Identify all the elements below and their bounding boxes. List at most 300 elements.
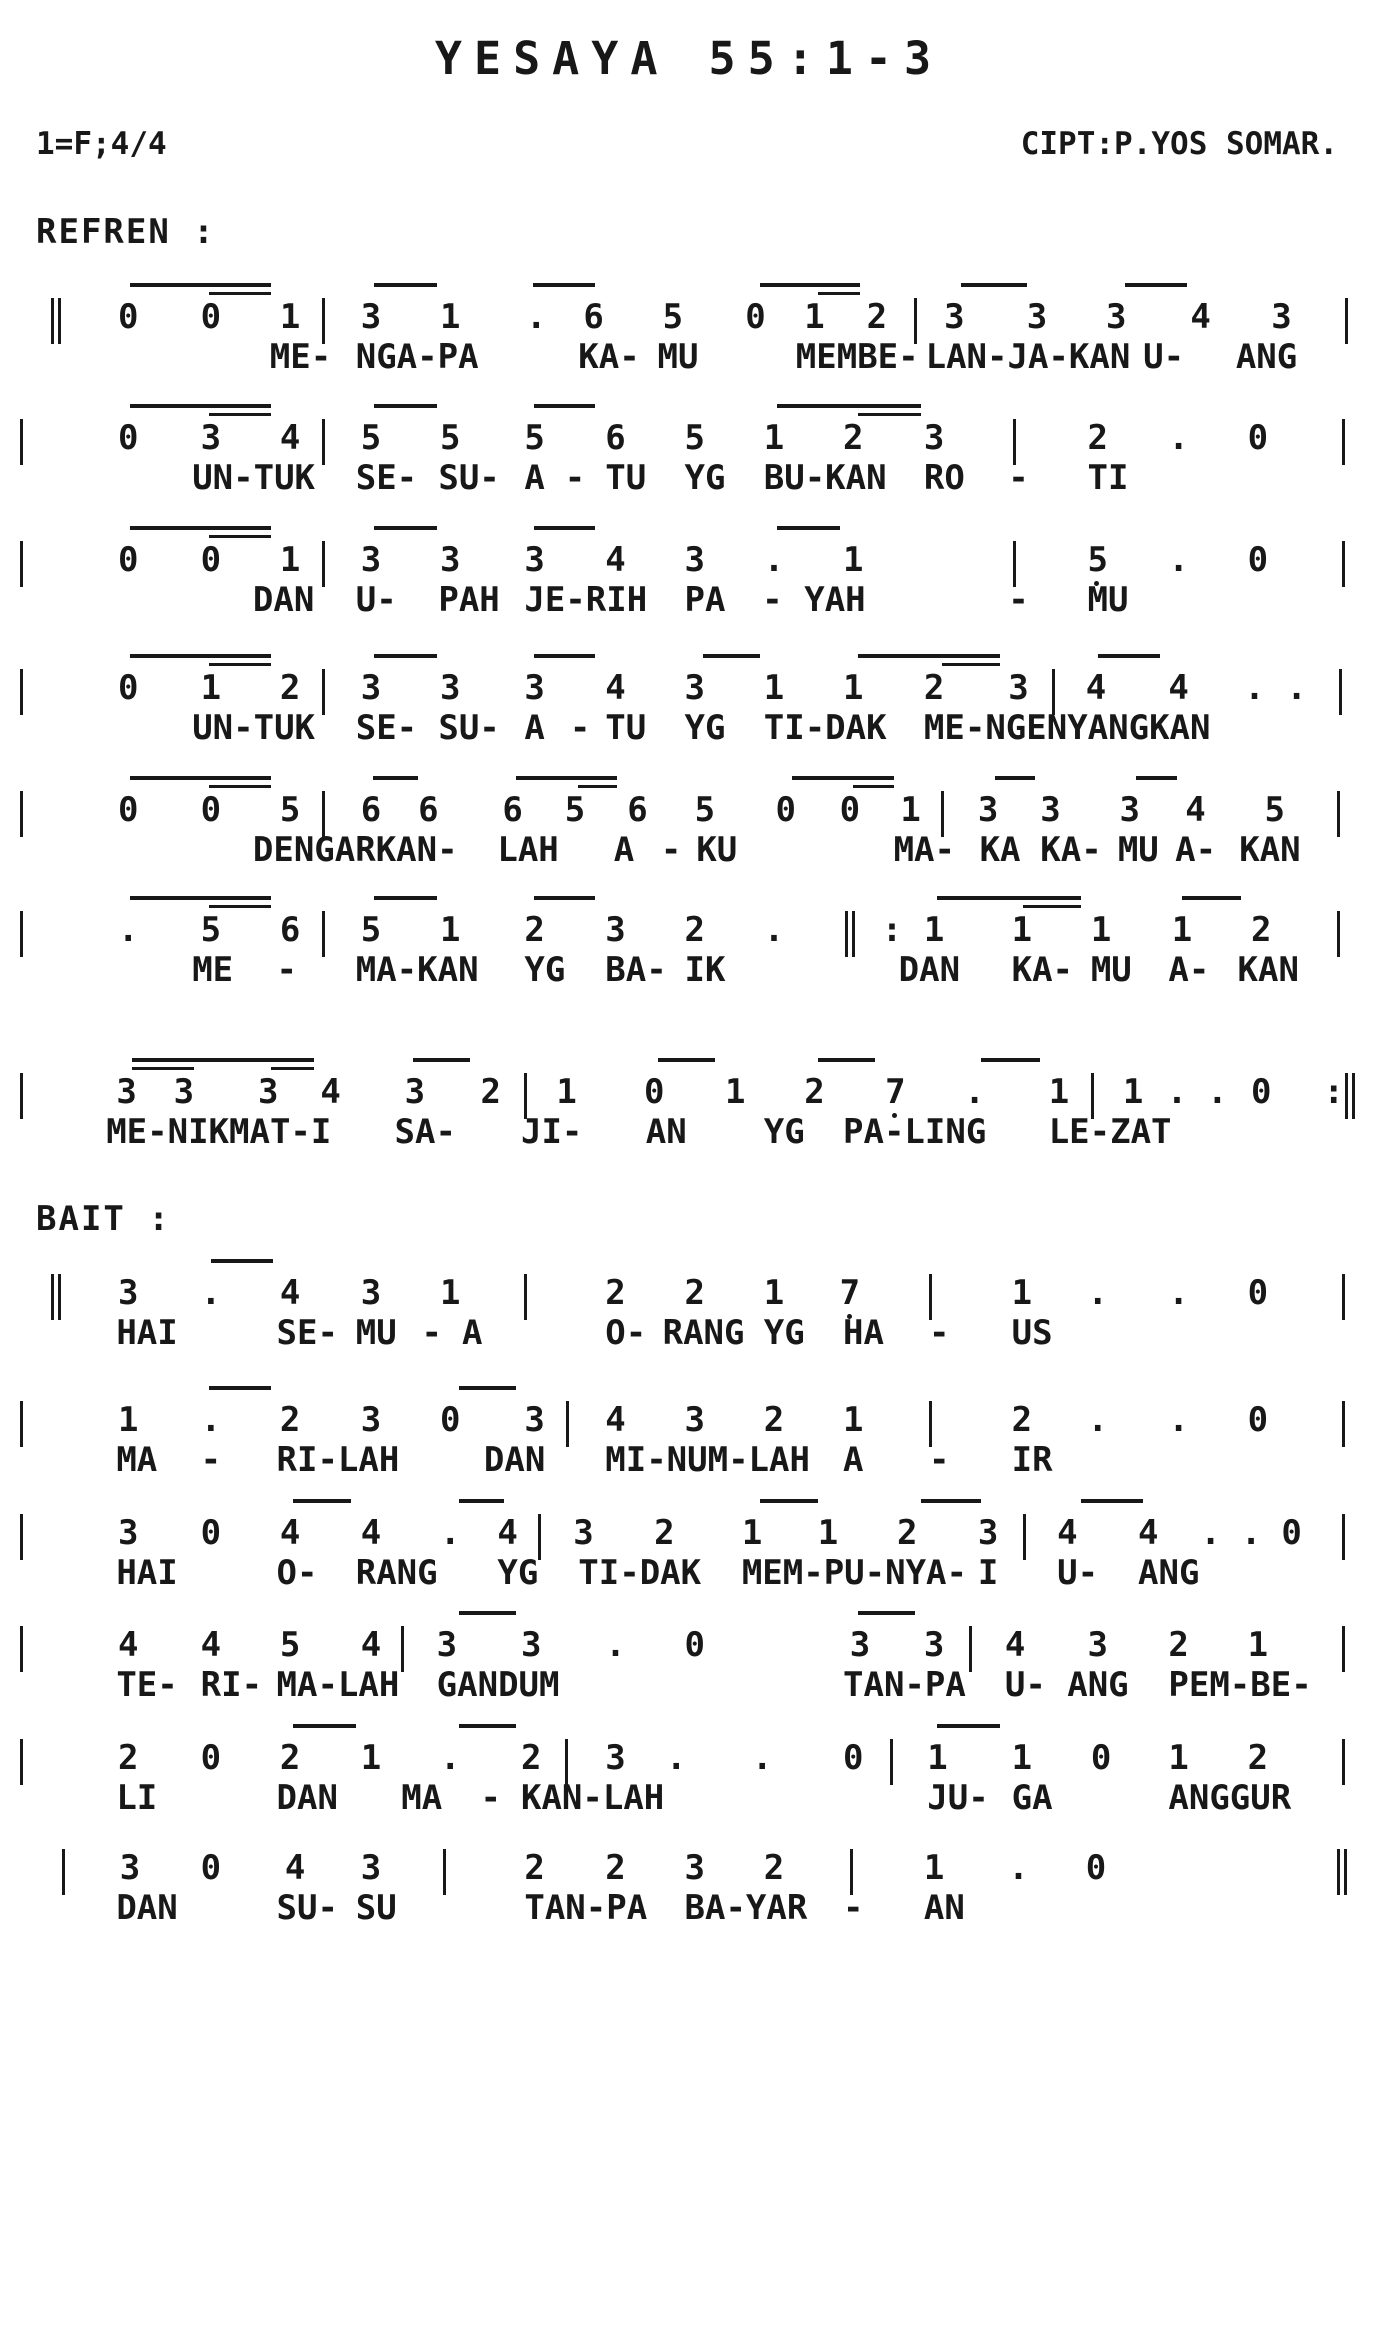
lyric-syllable: - [843, 1888, 864, 1928]
note-token: 1 [556, 1072, 577, 1112]
lyric-syllable: MU [1090, 950, 1132, 990]
lyric-syllable: MU [355, 1313, 397, 1353]
duration-dot: . [964, 1072, 985, 1112]
lyric-syllable: - [564, 458, 586, 498]
section-label-bait: BAIT : [36, 1199, 171, 1239]
beam [211, 1259, 273, 1263]
note-token: 1 [923, 1848, 945, 1888]
barline [1339, 669, 1342, 715]
lyric-syllable: - [660, 830, 682, 870]
lyric-syllable: A- [1175, 830, 1217, 870]
lyric-syllable: GANDUM [436, 1665, 560, 1705]
note-token: 1 [360, 1738, 382, 1778]
beam [293, 1499, 350, 1503]
double-barline [1337, 1849, 1347, 1895]
lyric-syllable: DAN [252, 580, 315, 620]
note-token: 3 [404, 1072, 426, 1112]
note-token: 2 [654, 1513, 675, 1553]
beam [293, 1724, 355, 1728]
note-token: 3 [524, 1400, 545, 1440]
duration-dot: . [1200, 1513, 1221, 1553]
barline [20, 1073, 23, 1119]
lyric-syllable: SE- [276, 1313, 338, 1353]
note-token: 3 [524, 668, 545, 708]
barline [890, 1739, 893, 1785]
note-token: 4 [320, 1072, 341, 1112]
note-token: 5 [440, 418, 461, 458]
lyric-syllable: TE- [116, 1665, 178, 1705]
note-token: 2 [605, 1848, 626, 1888]
lyric-syllable: TU [605, 708, 647, 748]
lyric-syllable: LI [116, 1778, 158, 1818]
beam [1136, 776, 1176, 780]
lyric-syllable: KA- [1011, 950, 1074, 990]
beam [1125, 283, 1187, 287]
lyric-syllable: ME [192, 950, 234, 990]
beam [130, 526, 272, 530]
note-token: 2 [804, 1072, 825, 1112]
music-line-bait-4 [0, 1625, 1378, 1735]
lyric-syllable: NGA-PA [355, 337, 479, 377]
lyric-syllable: - [928, 1440, 950, 1480]
duration-dot: . [526, 297, 547, 337]
barline [566, 1401, 569, 1447]
note-token: 3 [1040, 790, 1061, 830]
note-token: 6 [418, 790, 439, 830]
lyric-syllable: - [1008, 458, 1029, 498]
lyric-syllable: KAN [1239, 830, 1301, 870]
note-token: 4 [1138, 1513, 1159, 1553]
music-line-bait-6 [0, 1848, 1378, 1958]
lyric-syllable: LE-ZAT [1048, 1112, 1172, 1152]
note-token: 4 [497, 1513, 518, 1553]
note-token: 1 [923, 910, 945, 950]
note-token: 3 [116, 1072, 137, 1112]
lyric-syllable: DAN [483, 1440, 546, 1480]
duration-dot: . [665, 1738, 687, 1778]
lyric-syllable: SE- [355, 708, 418, 748]
note-token: 3 [173, 1072, 195, 1112]
note-token: 5 [524, 418, 545, 458]
note-token: 0 [200, 790, 222, 830]
beam [534, 404, 595, 408]
double-barline [51, 298, 61, 344]
duration-dot: . [1168, 1273, 1189, 1313]
note-token: 0 [118, 790, 139, 830]
note-token: 3 [923, 418, 945, 458]
note-token: 2 [763, 1848, 785, 1888]
note-token: 0 [1281, 1513, 1302, 1553]
note-token: 3 [118, 1513, 139, 1553]
beam [516, 776, 617, 780]
lyric-syllable: SU- [276, 1888, 338, 1928]
note-token: 1 [440, 297, 461, 337]
note-token: 1 [1171, 910, 1193, 950]
beam [1023, 905, 1080, 908]
note-token: 4 [118, 1625, 139, 1665]
repeat-dots: : [1323, 1072, 1344, 1112]
beam [858, 413, 920, 416]
note-token: 1 [927, 1738, 948, 1778]
duration-dot: . [605, 1625, 626, 1665]
barline [524, 1274, 527, 1320]
note-token: 3 [200, 418, 222, 458]
music-line-refren-7 [0, 1072, 1378, 1182]
lyric-syllable: O- [605, 1313, 647, 1353]
note-token: 4 [1057, 1513, 1078, 1553]
lyric-syllable: AN [923, 1888, 965, 1928]
beam [760, 283, 859, 287]
note-token: 3 [977, 1513, 999, 1553]
lyric-syllable: MA-LAH [276, 1665, 400, 1705]
lyric-syllable: TAN-PA [524, 1888, 648, 1928]
double-barline [1345, 1073, 1355, 1119]
duration-dot: . [440, 1738, 461, 1778]
barline [20, 911, 23, 957]
lyric-syllable: PAH [438, 580, 500, 620]
note-token: 2 [480, 1072, 501, 1112]
lyric-syllable: O- [276, 1553, 318, 1593]
note-token: 0 [200, 540, 222, 580]
note-token: 2 [279, 1738, 301, 1778]
beam [534, 896, 595, 900]
lyric-syllable: BA-YAR [684, 1888, 808, 1928]
note-token: 2 [1087, 418, 1108, 458]
lyric-syllable: MEMBE- [795, 337, 919, 377]
note-token: 3 [440, 668, 461, 708]
lyric-syllable: SE- [355, 458, 418, 498]
beam [130, 404, 272, 408]
duration-dot: . [1008, 1848, 1029, 1888]
note-token: 2 [843, 418, 864, 458]
note-token: 6 [360, 790, 382, 830]
note-token: 1 [1247, 1625, 1269, 1665]
barline [1342, 1626, 1345, 1672]
note-token: 1 [843, 1400, 864, 1440]
lyric-syllable: IR [1011, 1440, 1053, 1480]
lyric-syllable: JI- [520, 1112, 583, 1152]
lyric-syllable: PA-LING [843, 1112, 987, 1152]
note-token: 3 [1008, 668, 1029, 708]
beam [130, 776, 272, 780]
note-token: 4 [605, 668, 626, 708]
beam [995, 776, 1035, 780]
note-token: 3 [118, 1273, 139, 1313]
note-token: 0 [775, 790, 797, 830]
duration-dot: . [751, 1738, 773, 1778]
beam [818, 292, 860, 295]
beam [373, 776, 419, 780]
duration-dot: . [200, 1400, 222, 1440]
lyric-syllable: U- [1143, 337, 1185, 377]
page-title: YESAYA 55:1-3 [434, 32, 944, 85]
note-token: 1 [1048, 1072, 1070, 1112]
lyric-syllable: MU [1117, 830, 1159, 870]
note-token: 7 [839, 1273, 861, 1313]
beam [413, 1058, 470, 1062]
lyric-syllable: MA [116, 1440, 158, 1480]
barline [322, 541, 325, 587]
note-token: 3 [1106, 297, 1127, 337]
note-token: 3 [605, 1738, 626, 1778]
lyric-syllable: U- [1057, 1553, 1099, 1593]
beam [921, 1499, 982, 1503]
double-barline [845, 911, 855, 957]
beam [792, 776, 893, 780]
lyric-syllable: SU [355, 1888, 397, 1928]
note-token: 1 [200, 668, 222, 708]
music-line-refren-2 [0, 418, 1378, 528]
lyric-syllable: JU- [927, 1778, 989, 1818]
section-label-refren: REFREN : [36, 212, 216, 252]
note-token: 4 [279, 1513, 301, 1553]
beam [534, 654, 595, 658]
note-token: 4 [360, 1625, 382, 1665]
note-token: 3 [684, 540, 705, 580]
note-token: 7 [885, 1072, 906, 1112]
note-token: 2 [684, 1273, 705, 1313]
note-token: 1 [1122, 1072, 1144, 1112]
duration-dot: . [1168, 540, 1189, 580]
barline [20, 541, 23, 587]
lyric-syllable: A [524, 458, 545, 498]
lyric-syllable: GA [1011, 1778, 1053, 1818]
note-token: 1 [1011, 910, 1033, 950]
note-token: 4 [200, 1625, 222, 1665]
barline [20, 669, 23, 715]
lyric-syllable: UN-TUK [192, 708, 316, 748]
barline [1337, 911, 1340, 957]
music-line-bait-5 [0, 1738, 1378, 1848]
note-token: 3 [119, 1848, 141, 1888]
lyric-syllable: SA- [394, 1112, 456, 1152]
duration-dot: . [1168, 418, 1189, 458]
lyric-syllable: TI [1087, 458, 1129, 498]
note-token: 0 [843, 1738, 864, 1778]
note-token: 0 [200, 1738, 222, 1778]
note-token: 4 [284, 1848, 306, 1888]
lyric-syllable: - [569, 708, 591, 748]
lyric-syllable: DENGARKAN- [252, 830, 458, 870]
note-token: 0 [200, 1848, 222, 1888]
note-token: 3 [1119, 790, 1140, 830]
composer-credit: CIPT:P.YOS SOMAR. [1020, 126, 1338, 162]
duration-dot: . [1286, 668, 1307, 708]
lyric-syllable: I [977, 1553, 999, 1593]
lyric-syllable: SU- [438, 458, 500, 498]
beam [209, 785, 271, 788]
barline [20, 1401, 23, 1447]
note-token: 2 [866, 297, 888, 337]
note-token: 3 [257, 1072, 279, 1112]
lyric-syllable: DAN [116, 1888, 178, 1928]
note-token: 3 [440, 540, 461, 580]
barline [20, 1514, 23, 1560]
note-token: 2 [605, 1273, 626, 1313]
barline [1342, 1514, 1345, 1560]
note-token: 3 [684, 1848, 705, 1888]
lyric-syllable: A [613, 830, 635, 870]
note-token: 1 [1090, 910, 1112, 950]
note-token: 4 [1004, 1625, 1026, 1665]
lyric-syllable: YG [763, 1112, 805, 1152]
beam [853, 785, 893, 788]
lyric-syllable: KA- [1040, 830, 1102, 870]
note-token: 2 [896, 1513, 918, 1553]
music-line-refren-5 [0, 790, 1378, 900]
music-line-refren-4 [0, 668, 1378, 778]
beam [961, 283, 1027, 287]
note-token: 3 [684, 1400, 705, 1440]
beam [760, 1499, 817, 1503]
beam [777, 404, 920, 408]
lyric-syllable: DAN [898, 950, 961, 990]
duration-dot: . [763, 540, 785, 580]
beam [209, 535, 271, 538]
beam [777, 526, 839, 530]
note-token: 2 [923, 668, 945, 708]
lyric-syllable: YG [684, 708, 726, 748]
music-line-refren-1 [0, 297, 1378, 407]
beam [533, 283, 595, 287]
lyric-syllable: YG [684, 458, 726, 498]
lyric-syllable: RI-LAH [276, 1440, 400, 1480]
lyric-syllable: PA [684, 580, 726, 620]
music-line-refren-6 [0, 910, 1378, 1020]
barline [401, 1626, 404, 1672]
note-token: 1 [843, 668, 864, 708]
note-token: 0 [1247, 1273, 1269, 1313]
lyric-syllable: - [480, 1778, 501, 1818]
repeat-dots: : [881, 910, 903, 950]
note-token: 5 [1087, 540, 1108, 580]
barline [969, 1626, 972, 1672]
beam [209, 905, 271, 908]
note-token: 1 [440, 910, 461, 950]
note-token: 1 [1011, 1738, 1033, 1778]
lyric-syllable: ANGGUR [1168, 1778, 1292, 1818]
lyric-syllable: ANG [1138, 1553, 1200, 1593]
barline [1342, 1739, 1345, 1785]
duration-dot: . [440, 1513, 461, 1553]
music-line-bait-3 [0, 1513, 1378, 1623]
note-token: 1 [118, 1400, 139, 1440]
barline [1337, 791, 1340, 837]
note-token: 3 [360, 668, 382, 708]
note-token: 3 [520, 1625, 542, 1665]
note-token: 0 [1090, 1738, 1112, 1778]
beam [459, 1724, 516, 1728]
note-token: 1 [741, 1513, 763, 1553]
beam [858, 1611, 915, 1615]
note-token: 2 [1168, 1625, 1189, 1665]
note-token: 0 [839, 790, 861, 830]
barline [1023, 1514, 1026, 1560]
beam [132, 1067, 194, 1070]
duration-dot: . [1087, 1273, 1108, 1313]
lyric-syllable: - [762, 580, 783, 620]
lyric-syllable: KA [979, 830, 1021, 870]
lyric-syllable: RI- [200, 1665, 263, 1705]
note-token: 3 [360, 1848, 382, 1888]
double-barline [51, 1274, 61, 1320]
barline [1342, 419, 1345, 465]
beam [130, 283, 272, 287]
lyric-syllable: US [1011, 1313, 1053, 1353]
note-token: 4 [1185, 790, 1206, 830]
beam [937, 1724, 999, 1728]
lyric-syllable: - [928, 1313, 950, 1353]
duration-dot: . [200, 1273, 222, 1313]
note-token: 6 [627, 790, 648, 830]
note-token: 6 [502, 790, 523, 830]
lyric-syllable: MA [401, 1778, 443, 1818]
barline [322, 911, 325, 957]
note-token: 1 [817, 1513, 839, 1553]
lyric-syllable: JE-RIH [524, 580, 648, 620]
note-token: 6 [279, 910, 301, 950]
beam [374, 896, 436, 900]
note-token: 0 [1247, 418, 1269, 458]
beam [459, 1611, 516, 1615]
lyric-syllable: MU [1087, 580, 1129, 620]
note-token: 3 [360, 1273, 382, 1313]
lyric-syllable: ME-NIKMAT-I [106, 1112, 332, 1152]
beam [132, 1058, 314, 1062]
beam [209, 1386, 271, 1390]
note-token: 0 [644, 1072, 665, 1112]
barline [1342, 1274, 1345, 1320]
note-token: 3 [360, 1400, 382, 1440]
note-token: 1 [1168, 1738, 1189, 1778]
duration-dot: . [1240, 1513, 1262, 1553]
lyric-syllable: MA- [893, 830, 955, 870]
barline [20, 1739, 23, 1785]
lyric-syllable: LAN-JA-KAN [925, 337, 1131, 377]
barline [1342, 541, 1345, 587]
duration-dot: . [1244, 668, 1265, 708]
note-token: 2 [1251, 910, 1272, 950]
lyric-syllable: - [421, 1313, 442, 1353]
duration-dot: . [1207, 1072, 1228, 1112]
note-token: 3 [1271, 297, 1292, 337]
note-token: 4 [279, 418, 301, 458]
lyric-syllable: MI-NUM-LAH [605, 1440, 810, 1480]
note-token: 2 [118, 1738, 139, 1778]
barline [322, 669, 325, 715]
note-token: 6 [605, 418, 626, 458]
lyric-syllable: PEM-BE- [1168, 1665, 1312, 1705]
lyric-syllable: YG [497, 1553, 539, 1593]
lyric-syllable: MEM-PU-NYA- [741, 1553, 967, 1593]
lyric-syllable: TAN-PA [843, 1665, 966, 1705]
lyric-syllable: IK [684, 950, 726, 990]
lyric-syllable: A [524, 708, 545, 748]
beam [130, 896, 272, 900]
note-token: 0 [118, 297, 139, 337]
barline [1342, 1401, 1345, 1447]
lyric-syllable: ANG [1235, 337, 1298, 377]
beam [1081, 1499, 1143, 1503]
note-token: 3 [923, 1625, 945, 1665]
lyric-syllable: SU- [438, 708, 500, 748]
note-token: 5 [360, 418, 382, 458]
note-token: 5 [200, 910, 222, 950]
lyric-syllable: RANG [662, 1313, 745, 1353]
note-token: 4 [1190, 297, 1211, 337]
note-token: 5 [279, 1625, 301, 1665]
lyric-syllable: RANG [355, 1553, 438, 1593]
